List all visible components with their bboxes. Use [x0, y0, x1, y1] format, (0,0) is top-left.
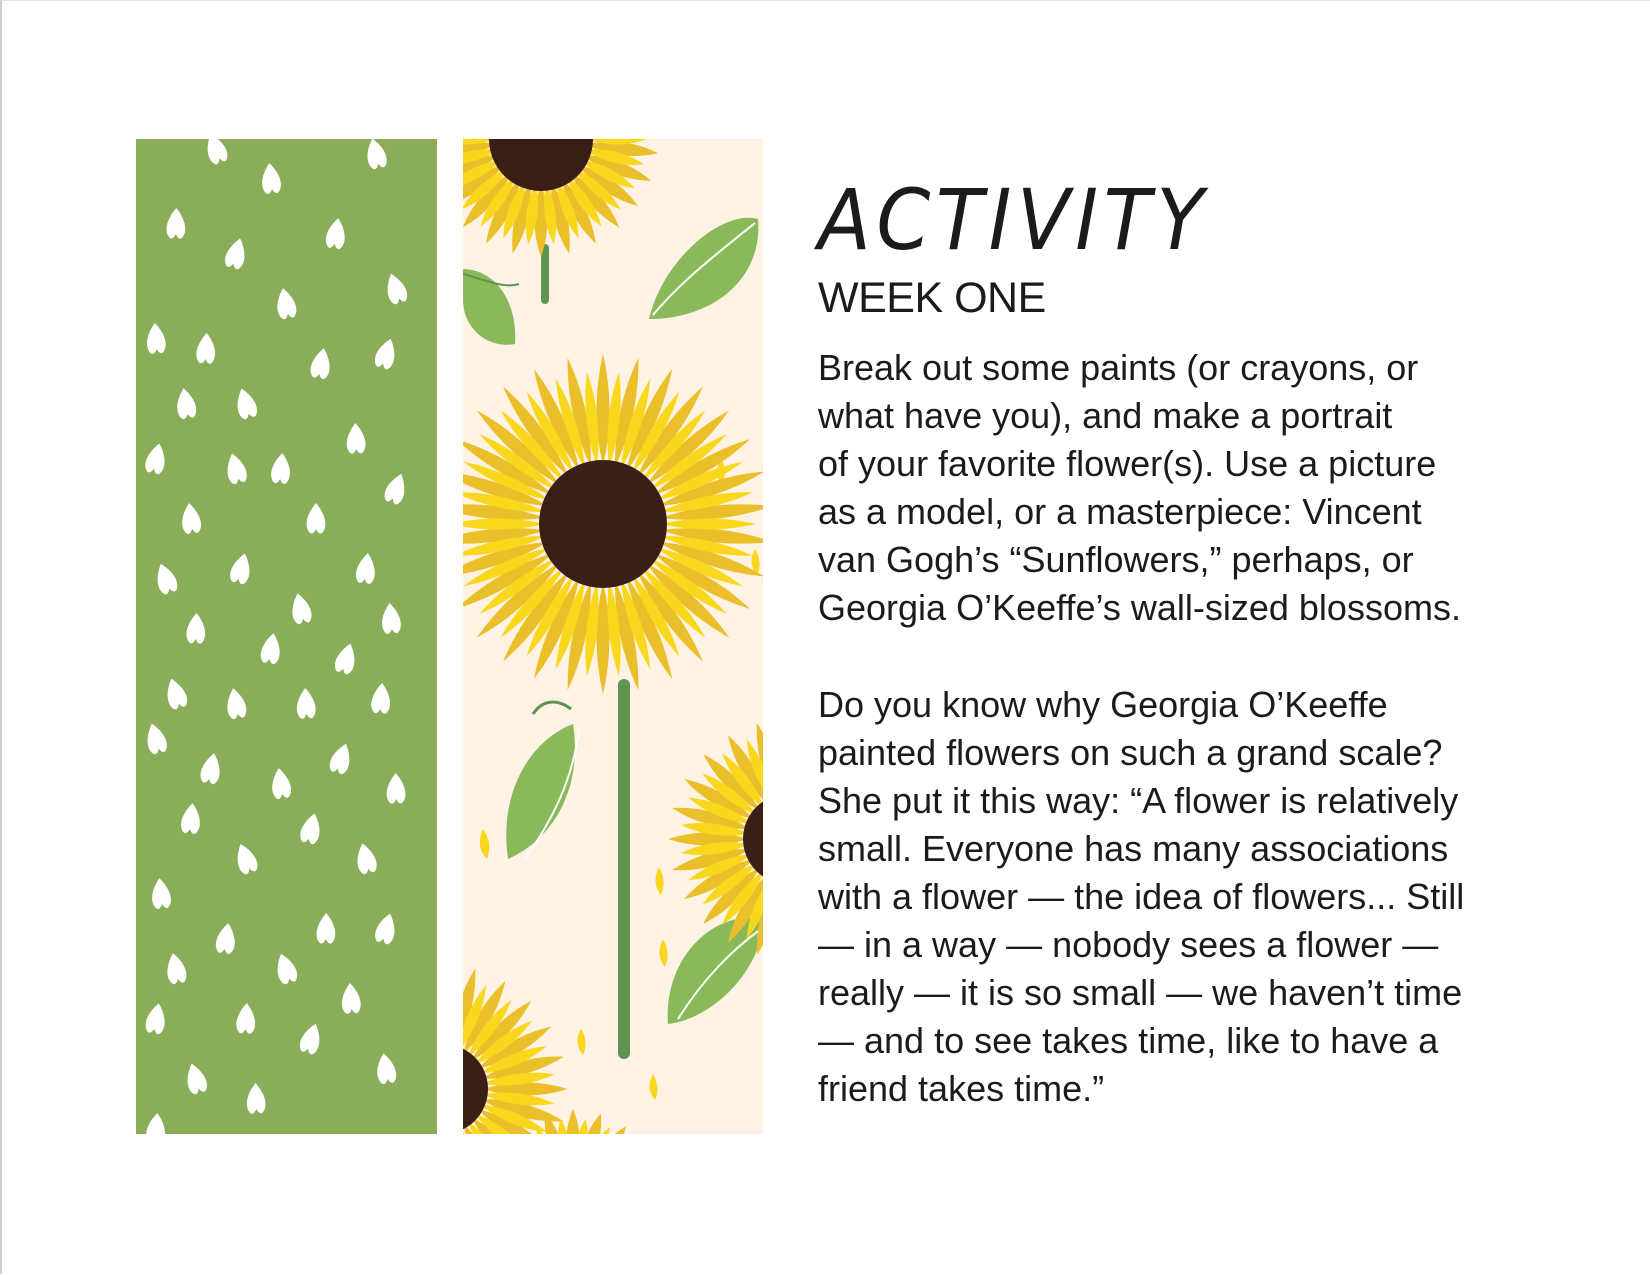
white-petal-icon [164, 952, 188, 986]
white-petal-pattern [136, 139, 437, 1134]
week-label: WEEK ONE [818, 274, 1046, 322]
white-petal-icon [232, 841, 260, 876]
white-petal-icon [144, 441, 169, 475]
sunflower-icon [463, 139, 659, 257]
white-petal-icon [316, 913, 335, 944]
white-petal-icon [341, 982, 362, 1014]
white-petal-icon [328, 741, 355, 776]
white-petal-icon [382, 471, 410, 506]
white-petal-icon [223, 236, 249, 270]
white-petal-icon [224, 687, 248, 720]
white-petal-icon [333, 641, 359, 676]
white-petal-icon [202, 139, 230, 166]
white-petal-icon [233, 386, 259, 421]
white-petal-icon [223, 451, 249, 485]
white-petal-icon [180, 802, 202, 834]
white-petal-icon [272, 951, 299, 986]
white-petal-icon [215, 922, 238, 955]
white-petal-icon [228, 551, 254, 585]
okeeffe-quote-paragraph: Do you know why Georgia O’Keeffe painted flowers on such a grand scale? She put it this way: “A flower is relatively small. Everyone has many associations with a flower — the idea of flowers... Still — in a way — nobody sees a flower — really — it is so small — we haven’t time — and to see takes time, like to have a friend takes time.” [818, 684, 1465, 1109]
white-petal-icon [183, 1061, 209, 1096]
white-petal-icon [382, 271, 409, 306]
white-petal-icon [274, 287, 298, 321]
white-petal-icon [298, 1021, 325, 1056]
activity-title: ACTIVITY [818, 171, 1210, 269]
white-petal-icon [152, 561, 180, 596]
white-petal-icon [386, 773, 405, 804]
white-petal-icon [325, 217, 348, 250]
sunflower-icon [463, 964, 568, 1134]
white-petal-icon [166, 208, 185, 239]
white-petal-icon [186, 613, 206, 644]
white-petal-icon [346, 423, 366, 454]
activity-text-column [818, 170, 1538, 1113]
white-petal-icon [150, 877, 172, 909]
white-petal-icon [199, 752, 223, 786]
white-petal-icon [270, 452, 291, 484]
white-petal-icon [174, 387, 197, 420]
white-petal-icon [355, 552, 377, 585]
white-petal-icon [363, 139, 388, 170]
white-petal-icon [146, 322, 167, 354]
white-petal-icon [246, 1083, 266, 1114]
white-petal-icon [144, 1002, 168, 1035]
white-petal-icon [162, 676, 189, 711]
white-petal-icon [260, 162, 282, 194]
white-petal-icon [309, 347, 333, 380]
white-petal-icon [374, 1052, 397, 1085]
white-petal-icon [236, 1003, 256, 1034]
white-petal-icon [373, 911, 399, 945]
sunflower-pattern [463, 139, 763, 1134]
white-petal-icon [259, 632, 282, 665]
white-petal-icon [380, 602, 401, 634]
white-petal-icon [353, 841, 378, 875]
white-petal-icon [299, 811, 324, 845]
white-petal-icon [371, 682, 392, 714]
activity-instructions-paragraph: Break out some paints (or crayons, or what have you), and make a portrait of your favorite flower(s). Use a picture as a model, or a masterpiece: Vincent van Gogh’s “Sunflowers,” perhaps, or Georgia O’Keeffe’s wall-sized blossoms. [818, 347, 1461, 628]
white-petal-icon [373, 336, 400, 371]
white-petal-icon [196, 333, 216, 364]
white-petal-icon [296, 688, 316, 719]
white-petal-icon [289, 591, 314, 625]
white-petal-icon [180, 502, 202, 535]
green-petal-pattern-panel [136, 139, 437, 1134]
sunflower-icon [463, 354, 763, 694]
white-petal-icon [307, 503, 326, 534]
white-petal-icon [269, 767, 292, 800]
white-petal-icon [143, 721, 169, 755]
sunflower-pattern-panel [463, 139, 763, 1134]
white-petal-icon [145, 1112, 166, 1134]
